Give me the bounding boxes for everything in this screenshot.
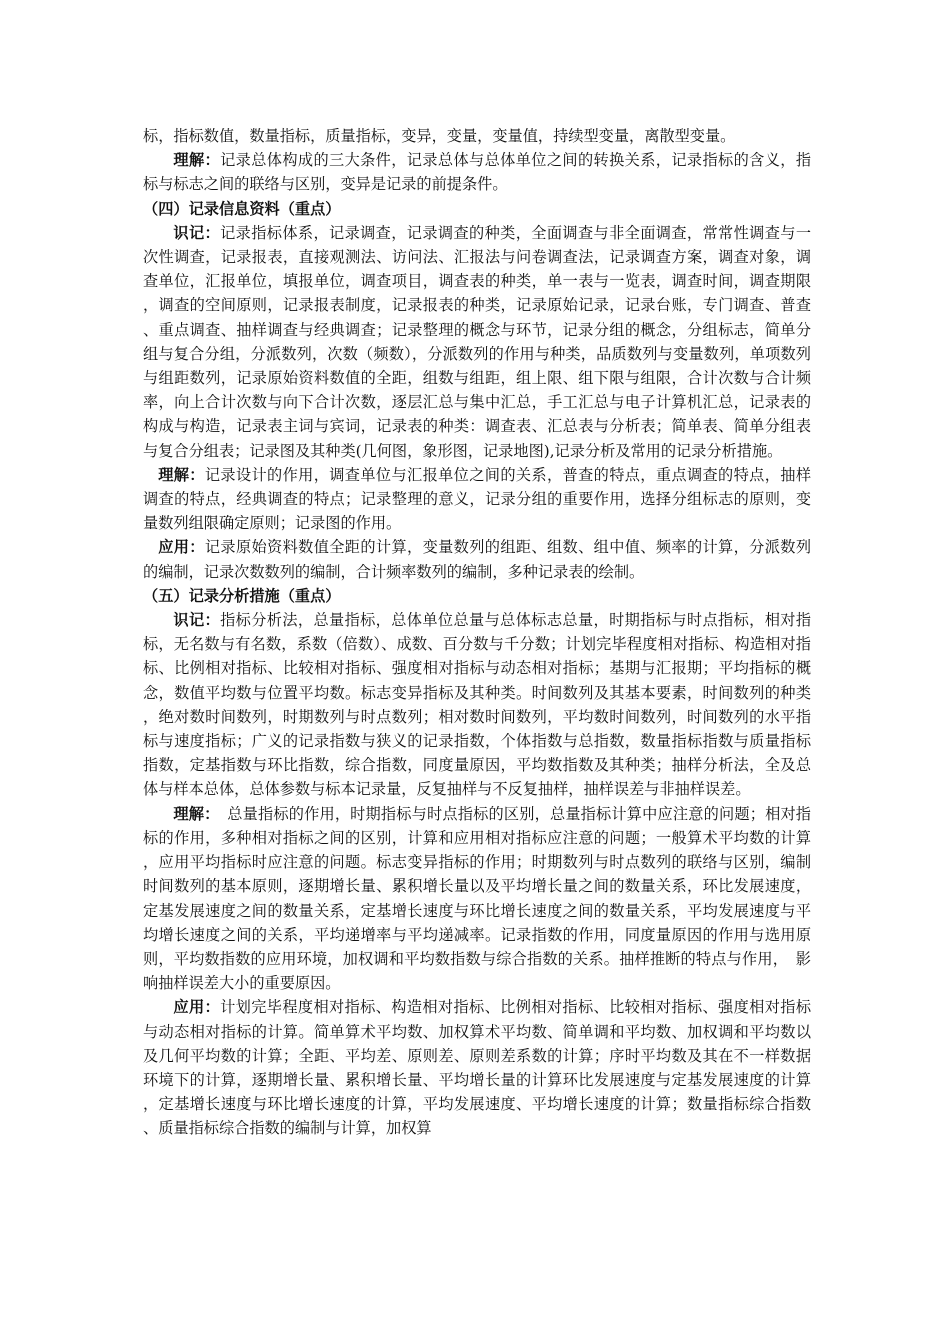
paragraph-lead: 应用： <box>158 538 205 557</box>
paragraph-text: 记录总体构成的三大条件，记录总体与总体单位之间的转换关系，记录指标的含义，指标与标志之间的联络与区别，变异是记录的前提条件。 <box>143 151 812 194</box>
paragraph-lead: 识记： <box>173 223 221 242</box>
section-heading-5: （五）记录分析措施（重点） <box>143 586 341 605</box>
paragraph-memorize-1 <box>143 221 811 463</box>
paragraph-lead: 理解： <box>158 465 205 484</box>
paragraph-text: 指标分析法，总量指标，总体单位总量与总体标志总量，时期指标与时点指标，相对指标，无名数与有名数，系数（倍数）、成数、百分数与千分数；计划完毕程度相对指标、构造相对指标、比例相对指标、比较相对指标、强度相对指标与动态相对指标；基期与汇报期；平均指标的概念，数值平均数与位置平均数。标志变异指标及其种类。时间数列及其基本要素，时间数列的种类，绝对数时间数列，时期数列与时点数列；相对数时间数列，平均数时间数列，时间数列的水平指标与速度指标；广义的记录指数与狭义的记录指数，个体指数与总指数，数量指标指数与质量指标指数，定基指数与环比指数，综合指数，同度量原因，平均数指数及其种类；抽样分析法，全及总体与样本总体，总体参数与标本记录量，反复抽样与不反复抽样，抽样误差与非抽样误差。 <box>143 611 812 799</box>
paragraph-text: 记录设计的作用，调查单位与汇报单位之间的关系，普查的特点，重点调查的特点，抽样调查的特点，经典调查的特点；记录整理的意义，记录分组的重要作用，选择分组标志的原则，变量数列组限确定原则；记录图的作用。 <box>143 465 812 533</box>
paragraph-understanding-2 <box>143 463 811 536</box>
document-page <box>143 124 811 1141</box>
paragraph-lead: 理解： <box>173 151 221 170</box>
paragraph-lead: 应用： <box>173 998 221 1017</box>
section-heading-4: （四）记录信息资料（重点） <box>143 199 341 218</box>
paragraph-lead: 理解： <box>173 804 212 823</box>
paragraph-memorize-2 <box>143 608 811 802</box>
paragraph-text: 记录指标体系，记录调查，记录调查的种类，全面调查与非全面调查，常常性调查与一次性调查，记录报表，直接观测法、访问法、汇报法与问卷调查法，记录调查方案，调查对象，调查单位，汇报单位，填报单位，调查项目，调查表的种类，单一表与一览表，调查时间，调查期限，调查的空间原则，记录报表制度，记录报表的种类，记录原始记录，记录台账，专门调查、普查、重点调查、抽样调查与经典调查；记录整理的概念与环节，记录分组的概念，分组标志，简单分组与复合分组，分派数列，次数（频数），分派数列的作用与种类，品质数列与变量数列，单项数列与组距数列，记录原始资料数值的全距，组数与组距，组上限、组下限与组限，合计次数与合计频率，向上合计次数与向下合计次数，逐层汇总与集中汇总，手工汇总与电子计算机汇总，记录表的构成与构造，记录表主词与宾词，记录表的种类：调查表、汇总表与分析表；简单表、简单分组表与复合分组表；记录图及其种类(几何图，象形图，记录地图),记录分析及常用的记录分析措施。 <box>143 223 812 460</box>
paragraph-text: 标，指标数值，数量指标，质量指标，变异，变量，变量值，持续型变量，离散型变量。 <box>143 127 736 145</box>
paragraph-continuation <box>143 124 811 148</box>
paragraph-text: 计划完毕程度相对指标、构造相对指标、比例相对指标、比较相对指标、强度相对指标与动态相对指标的计算。简单算术平均数、加权算术平均数、简单调和平均数、加权调和平均数以及几何平均数的计算；全距、平均差、原则差、原则差系数的计算；序时平均数及其在不一样数据环境下的计算，逐期增长量、累积增长量、平均增长量的计算环比发展速度与定基发展速度的计算，定基增长速度与环比增长速度的计算，平均发展速度、平均增长速度的计算；数量指标综合指数、质量指标综合指数的编制与计算，加权算 <box>143 998 812 1138</box>
paragraph-understanding-1 <box>143 148 811 196</box>
paragraph-application-2 <box>143 995 811 1140</box>
paragraph-lead: 识记： <box>173 611 221 630</box>
paragraph-text: 记录原始资料数值全距的计算，变量数列的组距、组数、组中值、频率的计算，分派数列的编制，记录次数数列的编制，合计频率数列的编制，多种记录表的绘制。 <box>143 538 812 581</box>
paragraph-text: 总量指标的作用，时期指标与时点指标的区别，总量指标计算中应注意的问题；相对指标的作用，多种相对指标之间的区别，计算和应用相对指标应注意的问题；一般算术平均数的计算，应用平均指标时应注意的问题。标志变异指标的作用；时期数列与时点数列的联络与区别，编制时间数列的基本原则，逐期增长量、累积增长量以及平均增长量之间的数量关系，环比发展速度，定基发展速度之间的数量关系，定基增长速度与环比增长速度之间的数量关系，平均发展速度与平均增长速度之间的关系，平均递增率与平均递减率。记录指数的作用，同度量原因的作用与选用原则，平均数指数的应用环境，加权调和平均数指数与综合指数的关系。抽样推断的特点与作用， 影响抽样误差大小的重要原因。 <box>143 804 811 993</box>
paragraph-application-1 <box>143 535 811 583</box>
paragraph-understanding-3 <box>143 802 811 996</box>
